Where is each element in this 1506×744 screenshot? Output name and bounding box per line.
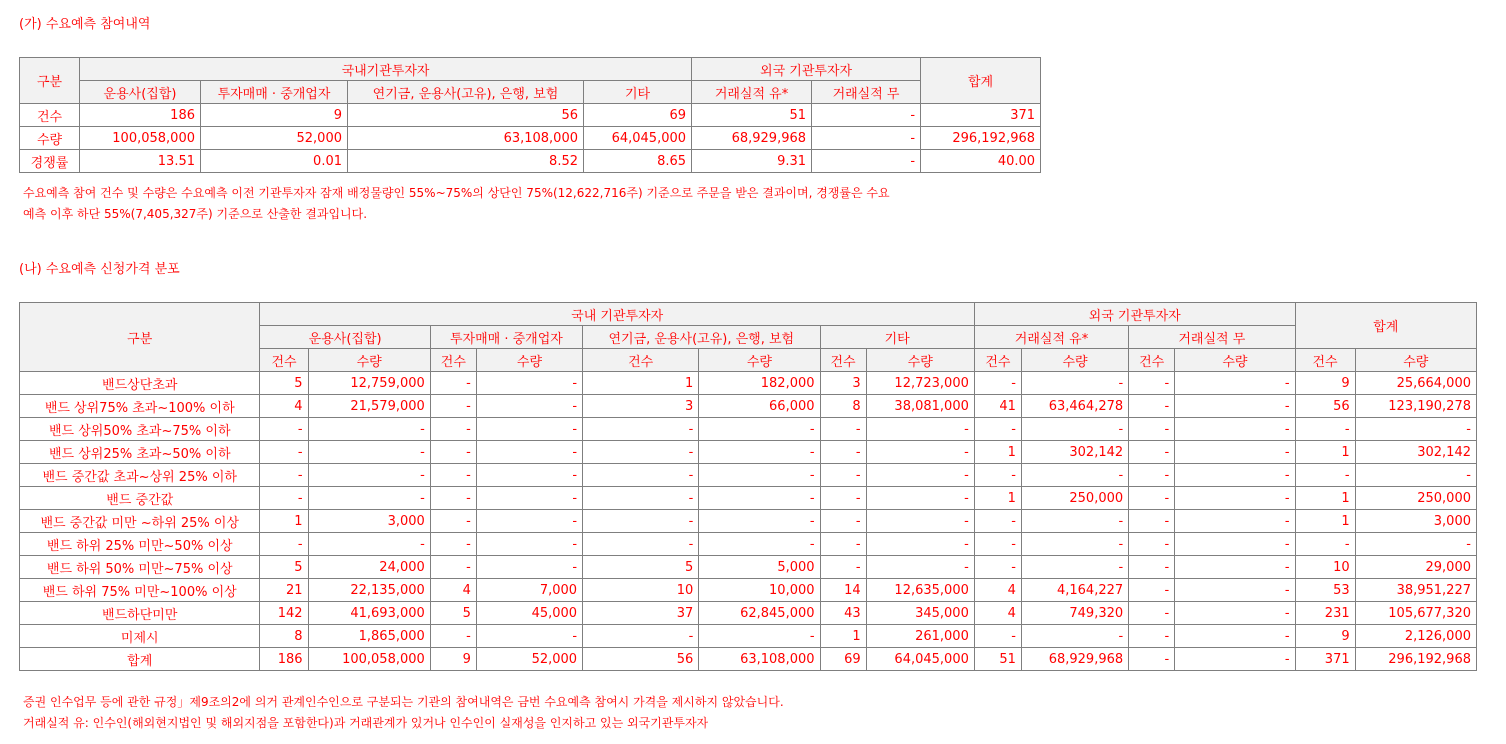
qty-cell: - <box>1175 464 1295 487</box>
qty-cell: 250,000 <box>1355 487 1476 510</box>
sub-header: 기타 <box>584 81 692 104</box>
qty-cell: 25,664,000 <box>1355 372 1476 395</box>
qty-header: 수량 <box>1175 349 1295 372</box>
qty-cell: - <box>476 441 582 464</box>
note-line: 거래실적 유: 인수인(해외현지법인 및 해외지점을 포함한다)과 거래관계가 있거나 인수인이 실재성을 인지하고 있는 외국기관투자자 <box>23 716 709 730</box>
qty-cell: 749,320 <box>1021 602 1128 625</box>
count-cell: - <box>974 533 1021 556</box>
qty-cell: 302,142 <box>1021 441 1128 464</box>
qty-cell: - <box>1175 648 1295 671</box>
gubun-header: 구분 <box>20 303 260 372</box>
qty-cell: 22,135,000 <box>308 579 430 602</box>
qty-cell: - <box>1175 372 1295 395</box>
count-cell: - <box>1295 533 1355 556</box>
qty-cell: 12,635,000 <box>866 579 974 602</box>
qty-cell: - <box>1175 579 1295 602</box>
count-cell: - <box>260 533 308 556</box>
qty-cell: - <box>1175 625 1295 648</box>
qty-cell: 64,045,000 <box>866 648 974 671</box>
count-cell: 1 <box>1295 510 1355 533</box>
qty-cell: 12,723,000 <box>866 372 974 395</box>
participation-table <box>19 57 1041 173</box>
count-cell: - <box>583 441 699 464</box>
table-cell: 40.00 <box>921 150 1041 173</box>
qty-cell: 3,000 <box>308 510 430 533</box>
table-row <box>20 150 1041 173</box>
count-cell: 4 <box>260 395 308 418</box>
row-label: 수량 <box>20 127 80 150</box>
qty-cell: 21,579,000 <box>308 395 430 418</box>
qty-cell: - <box>308 487 430 510</box>
table-cell: 51 <box>692 104 812 127</box>
qty-cell: - <box>1175 418 1295 441</box>
count-cell: - <box>430 533 476 556</box>
count-cell: - <box>820 418 866 441</box>
table-cell: 64,045,000 <box>584 127 692 150</box>
qty-cell: 1,865,000 <box>308 625 430 648</box>
qty-cell: - <box>699 441 820 464</box>
note-line: 증권 인수업무 등에 관한 규정」제9조의2에 의거 관계인수인으로 구분되는 기관의 참여내역은 금번 수요예측 참여시 가격을 제시하지 않았습니다. <box>23 695 784 709</box>
qty-cell: - <box>699 533 820 556</box>
table-row <box>20 441 1477 464</box>
qty-cell: 38,951,227 <box>1355 579 1476 602</box>
qty-cell: 45,000 <box>476 602 582 625</box>
count-cell: 14 <box>820 579 866 602</box>
count-cell: 5 <box>260 556 308 579</box>
table-cell: 13.51 <box>80 150 201 173</box>
table-cell: 52,000 <box>201 127 348 150</box>
qty-cell: 68,929,968 <box>1021 648 1128 671</box>
row-label: 밴드 하위 75% 미만~100% 이상 <box>20 579 260 602</box>
qty-cell: - <box>1021 372 1128 395</box>
gubun-header: 구분 <box>20 58 80 104</box>
qty-cell: - <box>1021 625 1128 648</box>
count-cell: - <box>974 510 1021 533</box>
qty-cell: - <box>1175 395 1295 418</box>
qty-cell: - <box>1175 556 1295 579</box>
qty-cell: 302,142 <box>1355 441 1476 464</box>
count-cell: 1 <box>1295 487 1355 510</box>
qty-cell: 345,000 <box>866 602 974 625</box>
qty-cell: 52,000 <box>476 648 582 671</box>
qty-cell: - <box>1175 602 1295 625</box>
qty-cell: 250,000 <box>1021 487 1128 510</box>
table-cell: 371 <box>921 104 1041 127</box>
total-header: 합계 <box>1295 303 1476 349</box>
table-row <box>20 464 1477 487</box>
count-cell: - <box>820 510 866 533</box>
qty-cell: 182,000 <box>699 372 820 395</box>
qty-header: 수량 <box>1355 349 1476 372</box>
count-cell: - <box>1129 510 1175 533</box>
table-row <box>20 127 1041 150</box>
row-label: 밴드상단초과 <box>20 372 260 395</box>
qty-cell: - <box>1175 441 1295 464</box>
table-cell: 8.52 <box>348 150 584 173</box>
qty-cell: - <box>476 487 582 510</box>
count-cell: - <box>1129 441 1175 464</box>
count-cell: - <box>260 487 308 510</box>
count-cell: 8 <box>260 625 308 648</box>
qty-cell: 63,108,000 <box>699 648 820 671</box>
qty-cell: - <box>1021 418 1128 441</box>
table-cell: - <box>812 150 921 173</box>
qty-cell: - <box>866 556 974 579</box>
row-label: 합계 <box>20 648 260 671</box>
count-cell: - <box>820 487 866 510</box>
qty-cell: - <box>699 625 820 648</box>
row-label: 밴드 중간값 <box>20 487 260 510</box>
count-header: 건수 <box>820 349 866 372</box>
table-cell: 100,058,000 <box>80 127 201 150</box>
qty-cell: 29,000 <box>1355 556 1476 579</box>
qty-cell: - <box>308 441 430 464</box>
qty-cell: 38,081,000 <box>866 395 974 418</box>
count-cell: 186 <box>260 648 308 671</box>
qty-cell: 63,464,278 <box>1021 395 1128 418</box>
count-cell: 4 <box>974 602 1021 625</box>
count-cell: - <box>430 441 476 464</box>
qty-cell: - <box>866 487 974 510</box>
count-cell: - <box>1129 395 1175 418</box>
table-cell: 186 <box>80 104 201 127</box>
table-row <box>20 648 1477 671</box>
sub-header: 거래실적 무 <box>812 81 921 104</box>
count-cell: - <box>1129 556 1175 579</box>
table-cell: 8.65 <box>584 150 692 173</box>
count-cell: - <box>583 625 699 648</box>
count-header: 건수 <box>430 349 476 372</box>
count-header: 건수 <box>260 349 308 372</box>
sub-header: 거래실적 유* <box>692 81 812 104</box>
qty-cell: - <box>1175 510 1295 533</box>
table-row <box>20 625 1477 648</box>
sub-header: 투자매매 · 중개업자 <box>430 326 582 349</box>
qty-cell: - <box>1021 533 1128 556</box>
count-cell: 56 <box>1295 395 1355 418</box>
count-cell: - <box>430 418 476 441</box>
table-cell: 63,108,000 <box>348 127 584 150</box>
count-cell: 3 <box>820 372 866 395</box>
count-cell: - <box>260 464 308 487</box>
qty-header: 수량 <box>866 349 974 372</box>
count-cell: - <box>430 464 476 487</box>
count-cell: 37 <box>583 602 699 625</box>
count-cell: 10 <box>1295 556 1355 579</box>
count-cell: 9 <box>1295 372 1355 395</box>
count-cell: - <box>583 487 699 510</box>
qty-cell: 3,000 <box>1355 510 1476 533</box>
qty-cell: - <box>1355 418 1476 441</box>
count-header: 건수 <box>583 349 699 372</box>
foreign-header: 외국 기관투자자 <box>692 58 921 81</box>
qty-cell: 4,164,227 <box>1021 579 1128 602</box>
section-a-title: (가) 수요예측 참여내역 <box>19 17 151 32</box>
row-label: 밴드 하위 25% 미만~50% 이상 <box>20 533 260 556</box>
qty-cell: 2,126,000 <box>1355 625 1476 648</box>
qty-cell: 10,000 <box>699 579 820 602</box>
count-cell: 56 <box>583 648 699 671</box>
qty-cell: - <box>476 556 582 579</box>
note-line: 수요예측 참여 건수 및 수량은 수요예측 이전 기관투자자 잠재 배정물량인 55%~75%의 상단인 75%(12,622,716주) 기준으로 주문을 받은 결과이며, 경쟁률은 수요 <box>23 186 890 200</box>
qty-cell: 105,677,320 <box>1355 602 1476 625</box>
count-cell: - <box>974 418 1021 441</box>
count-cell: - <box>974 556 1021 579</box>
row-label: 밴드하단미만 <box>20 602 260 625</box>
count-cell: 4 <box>974 579 1021 602</box>
qty-cell: 123,190,278 <box>1355 395 1476 418</box>
count-cell: - <box>583 464 699 487</box>
table-row <box>20 372 1477 395</box>
count-cell: 43 <box>820 602 866 625</box>
row-label: 경쟁률 <box>20 150 80 173</box>
count-cell: 9 <box>1295 625 1355 648</box>
count-cell: - <box>1295 418 1355 441</box>
sub-header: 연기금, 운용사(고유), 은행, 보험 <box>583 326 820 349</box>
count-cell: 8 <box>820 395 866 418</box>
count-cell: 231 <box>1295 602 1355 625</box>
count-cell: - <box>1129 625 1175 648</box>
table-cell: 0.01 <box>201 150 348 173</box>
qty-cell: - <box>308 464 430 487</box>
section-a-note <box>23 183 890 225</box>
count-cell: - <box>974 625 1021 648</box>
count-cell: - <box>820 441 866 464</box>
count-cell: - <box>430 625 476 648</box>
total-header: 합계 <box>921 58 1041 104</box>
table-cell: 9.31 <box>692 150 812 173</box>
count-cell: 1 <box>974 487 1021 510</box>
sub-header: 거래실적 무 <box>1129 326 1295 349</box>
domestic-header: 국내 기관투자자 <box>260 303 974 326</box>
qty-cell: - <box>1021 510 1128 533</box>
qty-cell: - <box>866 533 974 556</box>
count-cell: - <box>430 487 476 510</box>
qty-cell: - <box>699 487 820 510</box>
qty-cell: - <box>1021 556 1128 579</box>
foreign-header: 외국 기관투자자 <box>974 303 1295 326</box>
count-cell: - <box>1129 579 1175 602</box>
table-cell: 9 <box>201 104 348 127</box>
table-row <box>20 104 1041 127</box>
table-row <box>20 556 1477 579</box>
sub-header: 운용사(집합) <box>80 81 201 104</box>
qty-cell: 7,000 <box>476 579 582 602</box>
count-header: 건수 <box>974 349 1021 372</box>
row-label: 밴드 상위50% 초과~75% 이하 <box>20 418 260 441</box>
table-row <box>20 395 1477 418</box>
qty-cell: - <box>308 533 430 556</box>
qty-cell: - <box>476 510 582 533</box>
count-cell: 1 <box>260 510 308 533</box>
count-cell: 69 <box>820 648 866 671</box>
count-cell: - <box>1129 602 1175 625</box>
section-b-title: (나) 수요예측 신청가격 분포 <box>19 262 180 277</box>
count-cell: 5 <box>583 556 699 579</box>
sub-header: 투자매매 · 중개업자 <box>201 81 348 104</box>
count-cell: - <box>1129 464 1175 487</box>
table-row <box>20 510 1477 533</box>
count-cell: 4 <box>430 579 476 602</box>
sub-header: 거래실적 유* <box>974 326 1128 349</box>
table-cell: 68,929,968 <box>692 127 812 150</box>
qty-cell: - <box>476 625 582 648</box>
table-row <box>20 487 1477 510</box>
count-cell: - <box>1129 533 1175 556</box>
count-cell: 10 <box>583 579 699 602</box>
qty-cell: - <box>476 533 582 556</box>
row-label: 미제시 <box>20 625 260 648</box>
count-cell: 51 <box>974 648 1021 671</box>
table-cell: 69 <box>584 104 692 127</box>
count-cell: 5 <box>430 602 476 625</box>
row-label: 밴드 하위 50% 미만~75% 이상 <box>20 556 260 579</box>
count-cell: - <box>430 556 476 579</box>
row-label: 건수 <box>20 104 80 127</box>
price-distribution-table <box>19 302 1477 671</box>
sub-header: 운용사(집합) <box>260 326 430 349</box>
count-cell: - <box>1129 648 1175 671</box>
count-cell: 1 <box>583 372 699 395</box>
domestic-header: 국내기관투자자 <box>80 58 692 81</box>
count-cell: 9 <box>430 648 476 671</box>
row-label: 밴드 중간값 미만 ~하위 25% 이상 <box>20 510 260 533</box>
qty-cell: - <box>866 510 974 533</box>
count-cell: 21 <box>260 579 308 602</box>
count-cell: - <box>583 533 699 556</box>
count-cell: - <box>1129 487 1175 510</box>
qty-header: 수량 <box>699 349 820 372</box>
count-header: 건수 <box>1295 349 1355 372</box>
count-cell: - <box>974 372 1021 395</box>
count-cell: - <box>820 533 866 556</box>
count-cell: - <box>1129 372 1175 395</box>
qty-cell: 261,000 <box>866 625 974 648</box>
qty-header: 수량 <box>308 349 430 372</box>
count-cell: 371 <box>1295 648 1355 671</box>
qty-cell: - <box>699 464 820 487</box>
qty-cell: 66,000 <box>699 395 820 418</box>
qty-cell: 5,000 <box>699 556 820 579</box>
table-row <box>20 579 1477 602</box>
count-cell: 1 <box>974 441 1021 464</box>
qty-cell: 12,759,000 <box>308 372 430 395</box>
count-cell: - <box>820 556 866 579</box>
count-cell: 3 <box>583 395 699 418</box>
count-cell: 5 <box>260 372 308 395</box>
qty-cell: 296,192,968 <box>1355 648 1476 671</box>
count-cell: 41 <box>974 395 1021 418</box>
table-cell: - <box>812 104 921 127</box>
qty-cell: 62,845,000 <box>699 602 820 625</box>
qty-cell: - <box>476 418 582 441</box>
qty-cell: - <box>1175 533 1295 556</box>
qty-cell: - <box>1355 533 1476 556</box>
qty-cell: 41,693,000 <box>308 602 430 625</box>
qty-cell: - <box>476 464 582 487</box>
count-cell: - <box>1295 464 1355 487</box>
count-cell: - <box>820 464 866 487</box>
qty-cell: - <box>1355 464 1476 487</box>
section-b-note <box>23 692 784 734</box>
count-cell: - <box>430 395 476 418</box>
row-label: 밴드 중간값 초과~상위 25% 이하 <box>20 464 260 487</box>
count-cell: - <box>1129 418 1175 441</box>
qty-header: 수량 <box>476 349 582 372</box>
count-cell: 142 <box>260 602 308 625</box>
count-cell: - <box>430 510 476 533</box>
count-cell: - <box>430 372 476 395</box>
qty-cell: - <box>699 418 820 441</box>
table-cell: 56 <box>348 104 584 127</box>
count-cell: 53 <box>1295 579 1355 602</box>
count-cell: 1 <box>1295 441 1355 464</box>
table-row <box>20 418 1477 441</box>
qty-cell: - <box>866 418 974 441</box>
note-line: 예측 이후 하단 55%(7,405,327주) 기준으로 산출한 결과입니다. <box>23 207 368 221</box>
count-cell: - <box>583 418 699 441</box>
count-cell: 1 <box>820 625 866 648</box>
count-cell: - <box>974 464 1021 487</box>
table-cell: 296,192,968 <box>921 127 1041 150</box>
qty-cell: 100,058,000 <box>308 648 430 671</box>
count-cell: - <box>260 418 308 441</box>
row-label: 밴드 상위25% 초과~50% 이하 <box>20 441 260 464</box>
qty-cell: - <box>866 464 974 487</box>
qty-cell: - <box>308 418 430 441</box>
qty-cell: - <box>866 441 974 464</box>
count-header: 건수 <box>1129 349 1175 372</box>
table-cell: - <box>812 127 921 150</box>
qty-cell: - <box>699 510 820 533</box>
qty-cell: - <box>1175 487 1295 510</box>
sub-header: 기타 <box>820 326 974 349</box>
qty-cell: - <box>476 372 582 395</box>
sub-header: 연기금, 운용사(고유), 은행, 보험 <box>348 81 584 104</box>
table-row <box>20 533 1477 556</box>
qty-header: 수량 <box>1021 349 1128 372</box>
qty-cell: - <box>1021 464 1128 487</box>
row-label: 밴드 상위75% 초과~100% 이하 <box>20 395 260 418</box>
table-row <box>20 602 1477 625</box>
count-cell: - <box>583 510 699 533</box>
qty-cell: - <box>476 395 582 418</box>
count-cell: - <box>260 441 308 464</box>
qty-cell: 24,000 <box>308 556 430 579</box>
